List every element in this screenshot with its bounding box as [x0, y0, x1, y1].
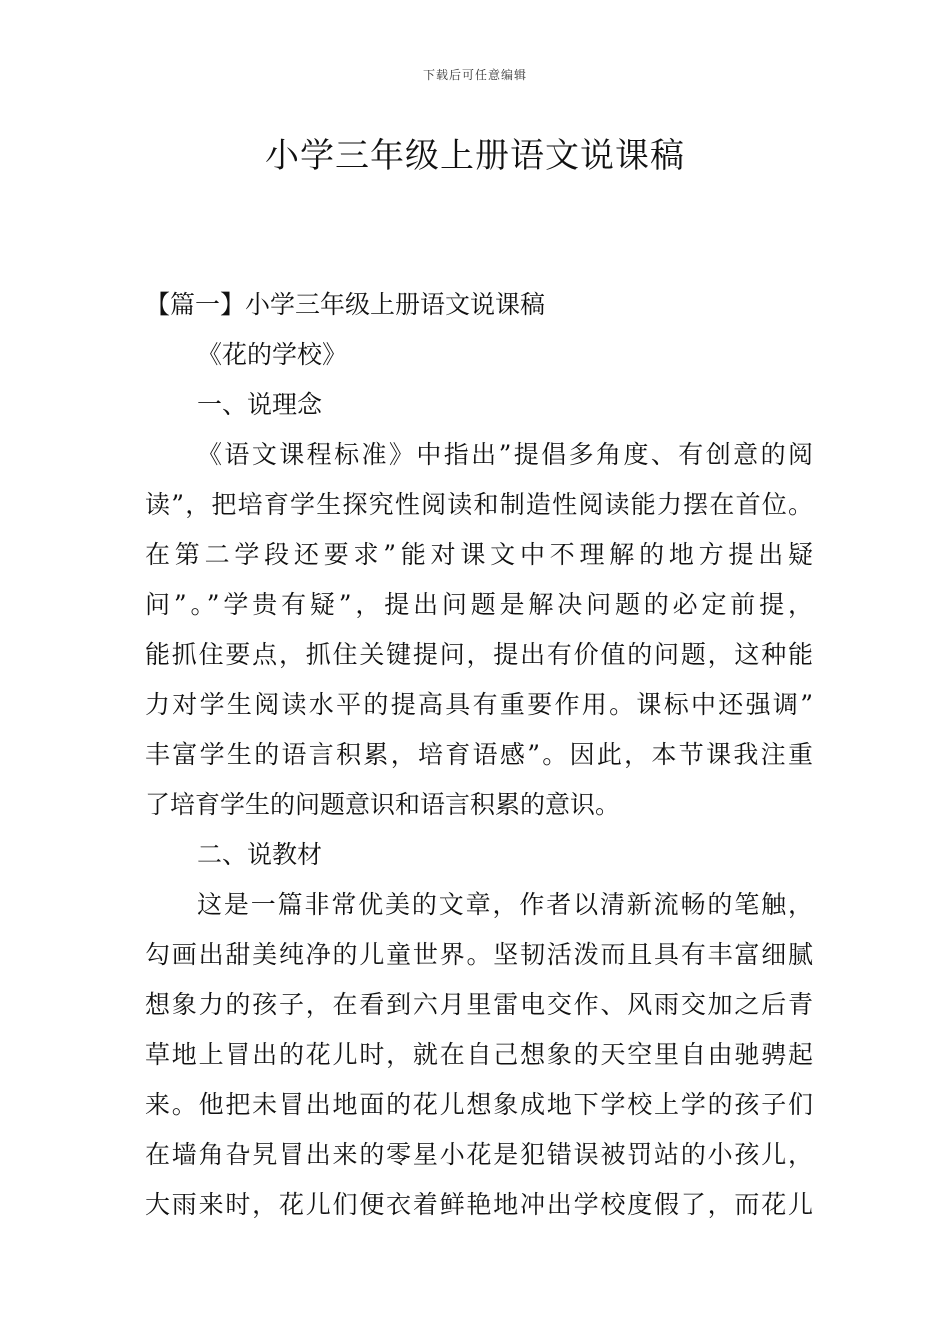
- paragraph-line: 大雨来时，花儿们便衣着鲜艳地冲出学校度假了，而花儿: [145, 1190, 813, 1219]
- paragraph-line: 在墙角旮旯冒出来的零星小花是犯错误被罚站的小孩儿，: [145, 1140, 813, 1169]
- paragraph-line: 在第二学段还要求”能对课文中不理解的地方提出疑: [145, 540, 813, 569]
- lesson-title: 《花的学校》: [197, 340, 348, 369]
- paragraph-line: 问”。”学贵有疑”，提出问题是解决问题的必定前提，: [145, 590, 813, 619]
- header-note: 下载后可任意编辑: [422, 68, 527, 82]
- paragraph-line: 丰富学生的语言积累，培育语感”。因此，本节课我注重: [145, 740, 813, 769]
- section-heading: 【篇一】小学三年级上册语文说课稿: [145, 290, 546, 319]
- document-body: [145, 280, 813, 1230]
- paragraph-line: 读”，把培育学生探究性阅读和制造性阅读能力摆在首位。: [145, 490, 813, 519]
- paragraph-line: 这是一篇非常优美的文章，作者以清新流畅的笔触，: [197, 890, 813, 919]
- paragraph-line: 了培育学生的问题意识和语言积累的意识。: [145, 790, 621, 819]
- paragraph-line: 《语文课程标准》中指出”提倡多角度、有创意的阅: [197, 440, 813, 469]
- paragraph-line: 草地上冒出的花儿时，就在自己想象的天空里自由驰骋起: [145, 1040, 813, 1069]
- paragraph-line: 勾画出甜美纯净的儿童世界。坚韧活泼而且具有丰富细腻: [145, 940, 813, 969]
- paragraph-line: 想象力的孩子，在看到六月里雷电交作、风雨交加之后青: [145, 990, 813, 1019]
- paragraph-line: 力对学生阅读水平的提高具有重要作用。课标中还强调”: [145, 690, 813, 719]
- subheading-textbook: 二、说教材: [197, 840, 323, 869]
- subheading-concept: 一、说理念: [197, 390, 323, 419]
- paragraph-line: 来。他把未冒出地面的花儿想象成地下学校上学的孩子们: [145, 1090, 813, 1119]
- document-title: 小学三年级上册语文说课稿: [265, 136, 685, 176]
- paragraph-line: 能抓住要点，抓住关键提问，提出有价值的问题，这种能: [145, 640, 813, 669]
